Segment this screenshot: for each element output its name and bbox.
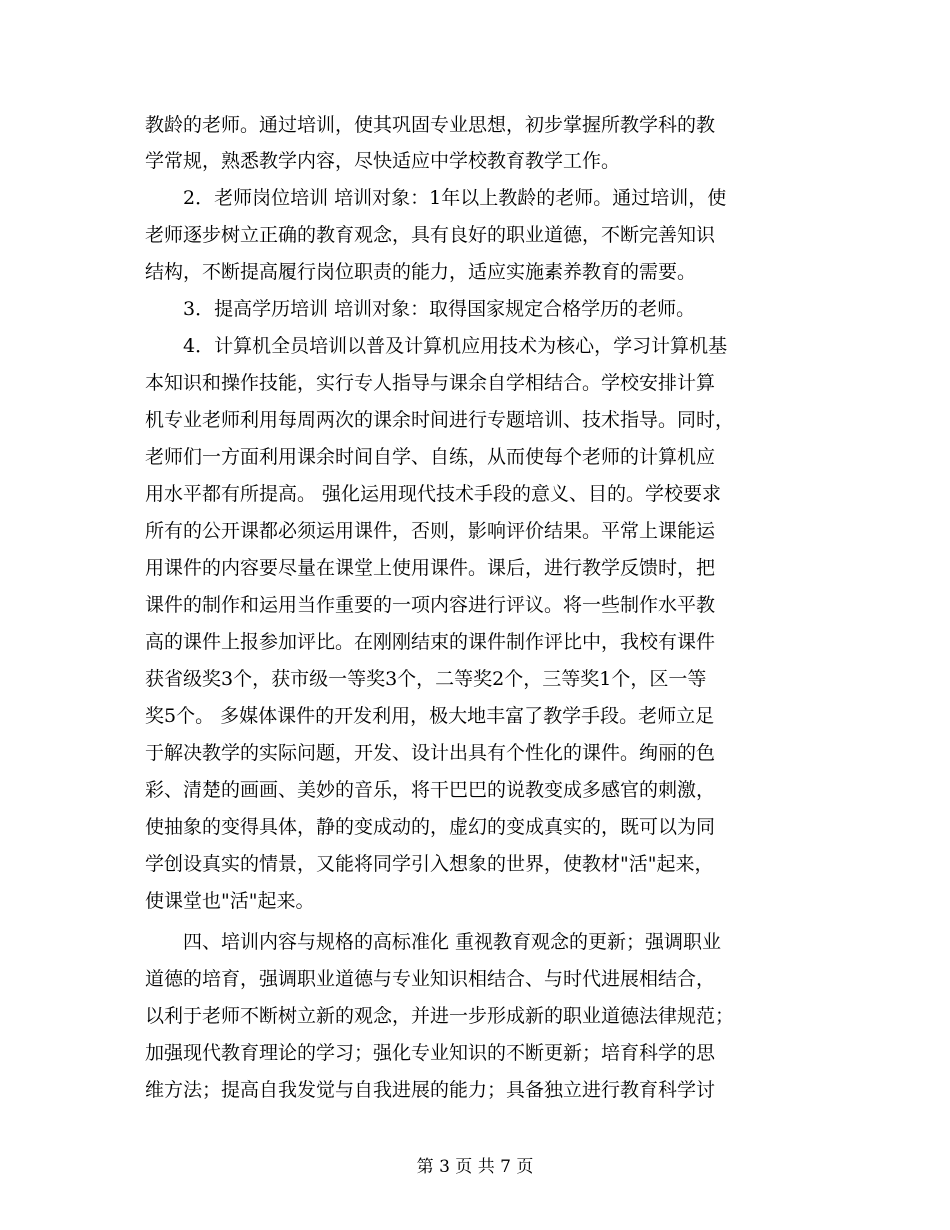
text-line: 2．老师岗位培训 培训对象：1年以上教龄的老师。通过培训，使 (145, 187, 727, 209)
text-line: 教龄的老师。通过培训，使其巩固专业思想，初步掌握所教学科的教 (145, 114, 716, 136)
text-line: 四、培训内容与规格的高标准化 重视教育观念的更新；强调职业 (145, 931, 722, 953)
text-line: 于解决教学的实际问题，开发、设计出具有个性化的课件。绚丽的色 (145, 742, 716, 764)
text-line: 学创设真实的情景，又能将同学引入想象的世界，使教材"活"起来， (145, 853, 714, 875)
text-line: 所有的公开课都必须运用课件，否则，影响评价结果。平常上课能运 (145, 520, 716, 542)
text-line: 使抽象的变得具体，静的变成动的，虚幻的变成真实的，既可以为同 (145, 816, 716, 838)
text-line: 结构，不断提高履行岗位职责的能力，适应实施素养教育的需要。 (145, 261, 697, 283)
text-line: 4．计算机全员培训以普及计算机应用技术为核心，学习计算机基 (145, 335, 728, 357)
page-footer: 第 3 页 共 7 页 (416, 1157, 534, 1177)
text-line: 加强现代教育理论的学习；强化专业知识的不断更新；培育科学的思 (145, 1042, 716, 1064)
text-line: 以利于老师不断树立新的观念，并进一步形成新的职业道德法律规范； (145, 1005, 735, 1027)
text-line: 奖5个。 多媒体课件的开发利用，极大地丰富了教学手段。老师立足 (145, 705, 715, 727)
text-line: 用水平都有所提高。 强化运用现代技术手段的意义、目的。学校要求 (145, 483, 722, 505)
text-line: 课件的制作和运用当作重要的一项内容进行评议。将一些制作水平教 (145, 594, 716, 616)
text-line: 维方法；提高自我发觉与自我进展的能力；具备独立进行教育科学讨 (145, 1079, 716, 1101)
text-line: 道德的培育，强调职业道德与专业知识相结合、与时代进展相结合， (145, 968, 716, 990)
text-line: 老师逐步树立正确的教育观念，具有良好的职业道德，不断完善知识 (145, 224, 716, 246)
text-line: 3．提高学历培训 培训对象：取得国家规定合格学历的老师。 (145, 298, 696, 320)
text-line: 彩、清楚的画画、美妙的音乐，将干巴巴的说教变成多感官的刺激， (145, 779, 716, 801)
text-line: 使课堂也"活"起来。 (145, 890, 315, 912)
text-line: 获省级奖3个，获市级一等奖3个，二等奖2个，三等奖1个，区一等 (145, 668, 707, 690)
text-line: 高的课件上报参加评比。在刚刚结束的课件制作评比中，我校有课件 (145, 631, 716, 653)
text-line: 本知识和操作技能，实行专人指导与课余自学相结合。学校安排计算 (145, 372, 716, 394)
text-line: 用课件的内容要尽量在课堂上使用课件。课后，进行教学反馈时，把 (145, 557, 716, 579)
text-line: 老师们一方面利用课余时间自学、自练，从而使每个老师的计算机应 (145, 446, 716, 468)
text-line: 机专业老师利用每周两次的课余时间进行专题培训、技术指导。同时， (145, 409, 735, 431)
text-line: 学常规，熟悉教学内容，尽快适应中学校教育教学工作。 (145, 150, 621, 172)
